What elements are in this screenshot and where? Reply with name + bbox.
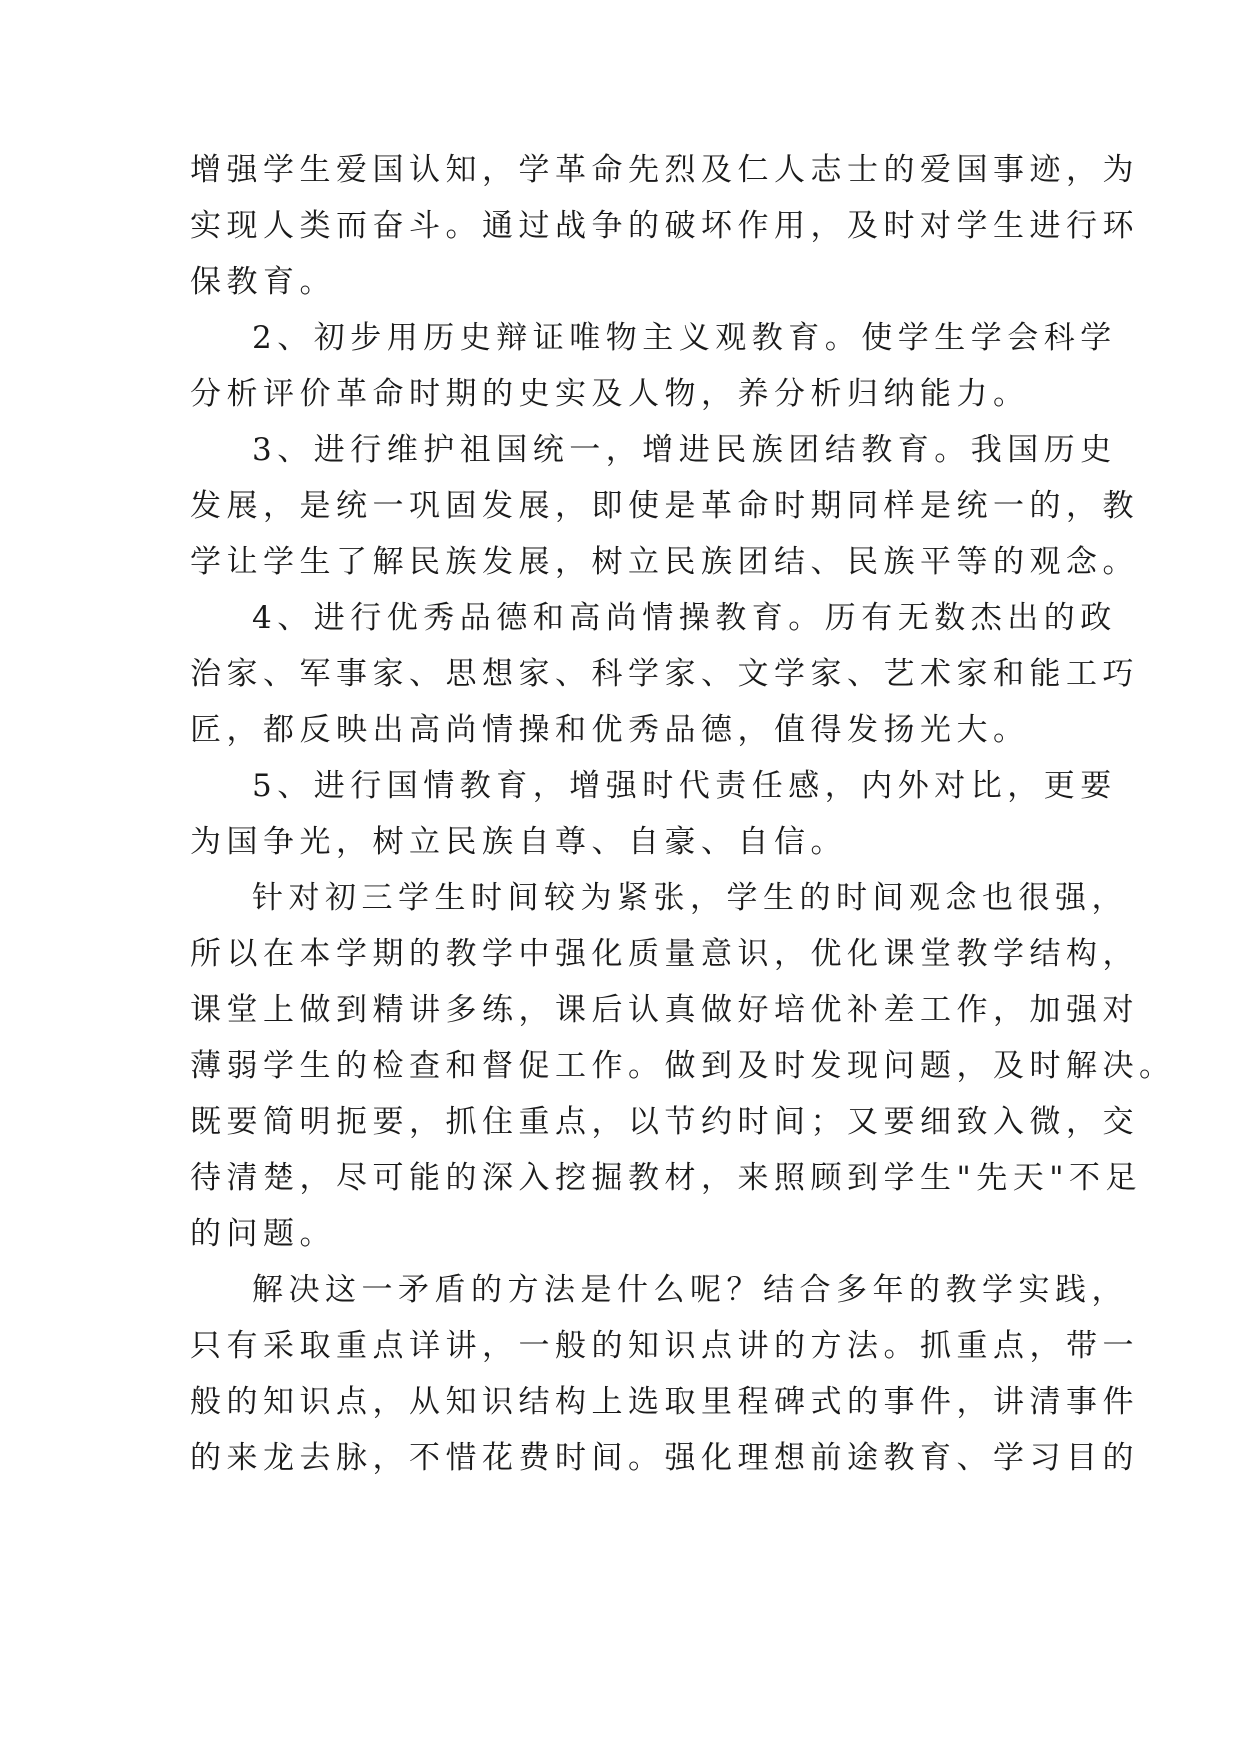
text-line: 既要简明扼要，抓住重点，以节约时间；又要细致入微，交 [190,1104,1139,1140]
text-line: 的问题。 [190,1216,336,1252]
text-line: 分析评价革命时期的史实及人物，养分析归纳能力。 [190,376,1030,412]
text-line: 学让学生了解民族发展，树立民族团结、民族平等的观念。 [190,544,1139,580]
paragraph-start-line: 4、进行优秀品德和高尚情操教育。历有无数杰出的政 [252,600,1117,636]
text-line: 薄弱学生的检查和督促工作。做到及时发现问题，及时解决。 [190,1048,1176,1084]
text-line: 保教育。 [190,264,336,300]
text-line: 发展，是统一巩固发展，即使是革命时期同样是统一的，教 [190,488,1139,524]
text-line: 课堂上做到精讲多练，课后认真做好培优补差工作，加强对 [190,992,1139,1028]
paragraph-start-line: 解决这一矛盾的方法是什么呢？结合多年的教学实践， [252,1272,1128,1308]
text-line: 治家、军事家、思想家、科学家、文学家、艺术家和能工巧 [190,656,1139,692]
text-line: 增强学生爱国认知，学革命先烈及仁人志士的爱国事迹，为 [190,152,1139,188]
text-line: 般的知识点，从知识结构上选取里程碑式的事件，讲清事件 [190,1384,1139,1420]
text-line: 待清楚，尽可能的深入挖掘教材，来照顾到学生"先天"不足 [190,1160,1143,1196]
paragraph-start-line: 针对初三学生时间较为紧张，学生的时间观念也很强， [252,880,1128,916]
text-line: 为国争光，树立民族自尊、自豪、自信。 [190,824,847,860]
text-line: 的来龙去脉，不惜花费时间。强化理想前途教育、学习目的 [190,1440,1139,1476]
text-line: 只有采取重点详讲，一般的知识点讲的方法。抓重点，带一 [190,1328,1139,1364]
text-line: 所以在本学期的教学中强化质量意识，优化课堂教学结构， [190,936,1139,972]
paragraph-start-line: 2、初步用历史辩证唯物主义观教育。使学生学会科学 [252,320,1117,356]
text-line: 实现人类而奋斗。通过战争的破坏作用，及时对学生进行环 [190,208,1139,244]
paragraph-start-line: 3、进行维护祖国统一，增进民族团结教育。我国历史 [252,432,1117,468]
text-line: 匠，都反映出高尚情操和优秀品德，值得发扬光大。 [190,712,1030,748]
paragraph-start-line: 5、进行国情教育，增强时代责任感，内外对比，更要 [252,768,1117,804]
